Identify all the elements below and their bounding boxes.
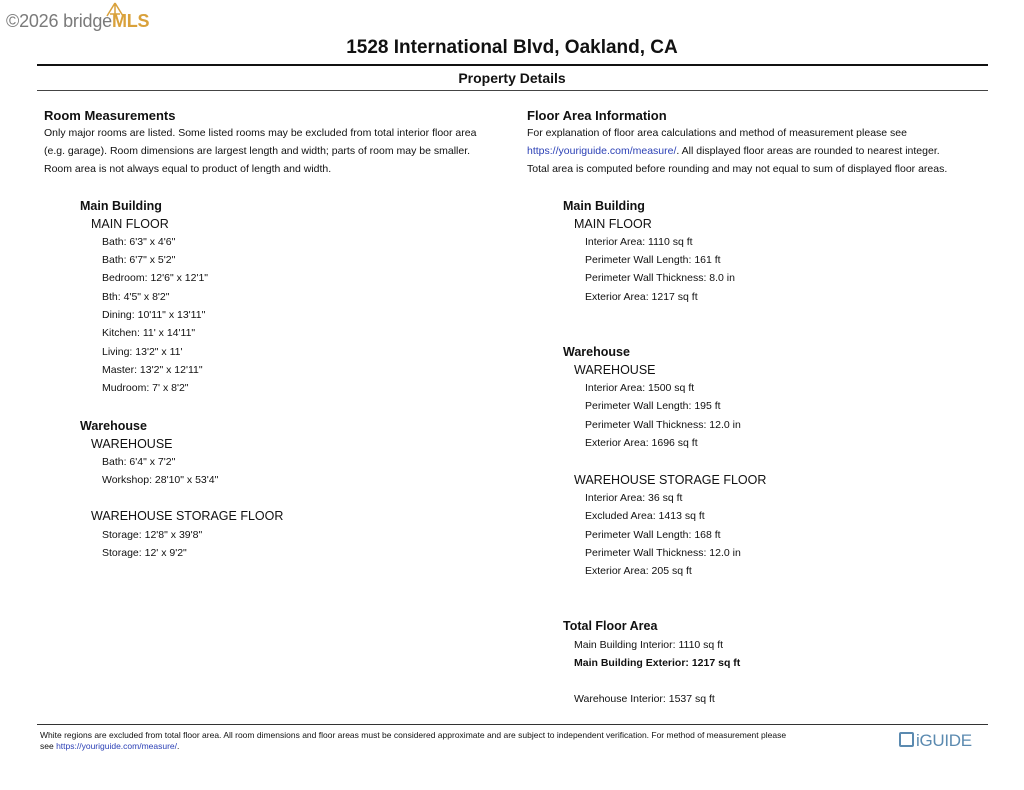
room-measurements-note: [44, 124, 504, 178]
iguide-logo: iGUIDE: [899, 731, 972, 751]
area-item: Perimeter Wall Thickness: 12.0 in: [585, 547, 741, 559]
main-floor-label: MAIN FLOOR: [91, 217, 169, 231]
room-item: Bath: 6'4" x 7'2": [102, 456, 176, 468]
area-warehouse-storage-floor-label: WAREHOUSE STORAGE FLOOR: [574, 473, 767, 487]
room-item: Bth: 4'5" x 8'2": [102, 291, 170, 303]
area-item: Perimeter Wall Length: 168 ft: [585, 529, 721, 541]
main-building-heading: Main Building: [80, 199, 162, 213]
area-item: Exterior Area: 1217 sq ft: [585, 291, 698, 303]
bridgemls-watermark: ©2026 bridgeMLS: [6, 11, 150, 31]
total-item: Warehouse Interior: 1537 sq ft: [574, 693, 715, 705]
footer-line: [40, 741, 860, 752]
measure-link[interactable]: https://youriguide.com/measure/: [527, 145, 677, 157]
warehouse-heading: Warehouse: [80, 419, 147, 433]
room-measurements-heading: Room Measurements: [44, 108, 176, 123]
room-item: Mudroom: 7' x 8'2": [102, 382, 189, 394]
total-item: Main Building Exterior: 1217 sq ft: [574, 657, 741, 669]
room-item: Bath: 6'3" x 4'6": [102, 236, 176, 248]
note-line: Total area is computed before rounding and may not equal to sum of displayed floor areas.: [527, 163, 948, 175]
floor-area-heading: Floor Area Information: [527, 108, 667, 123]
area-item: Perimeter Wall Length: 195 ft: [585, 400, 721, 412]
warehouse-floor-label: WAREHOUSE: [91, 437, 173, 451]
area-item: Interior Area: 36 sq ft: [585, 492, 683, 504]
area-item: Perimeter Wall Thickness: 8.0 in: [585, 272, 735, 284]
subtitle-divider: [37, 90, 988, 91]
area-item: Perimeter Wall Length: 161 ft: [585, 254, 721, 266]
room-item: Storage: 12' x 9'2": [102, 547, 187, 559]
room-item: Workshop: 28'10" x 53'4": [102, 474, 219, 486]
area-main-floor-label: MAIN FLOOR: [574, 217, 652, 231]
footer-measure-link[interactable]: https://youriguide.com/measure/: [56, 741, 178, 751]
room-item: Bedroom: 12'6" x 12'1": [102, 272, 209, 284]
area-item: Excluded Area: 1413 sq ft: [585, 510, 705, 522]
area-warehouse-heading: Warehouse: [563, 345, 630, 359]
footer-disclaimer: [40, 730, 860, 752]
note-line: Room area is not always equal to product of length and width.: [44, 163, 332, 175]
footer-line: White regions are excluded from total floor area. All room dimensions and floor areas must be considered approximate and are subject to independent verification. For method of measurement please: [40, 730, 787, 740]
note-line: For explanation of floor area calculations and method of measurement please see: [527, 127, 907, 139]
footer-text: .: [177, 741, 180, 751]
iguide-box-icon: [899, 732, 914, 747]
room-item: Dining: 10'11" x 13'11": [102, 309, 206, 321]
area-item: Perimeter Wall Thickness: 12.0 in: [585, 419, 741, 431]
footer-divider: [37, 724, 988, 725]
area-main-building-heading: Main Building: [563, 199, 645, 213]
footer-text: see: [40, 741, 57, 751]
warehouse-storage-floor-label: WAREHOUSE STORAGE FLOOR: [91, 509, 284, 523]
area-warehouse-floor-label: WAREHOUSE: [574, 363, 656, 377]
total-floor-area-heading: Total Floor Area: [563, 619, 658, 633]
note-line: [527, 142, 987, 160]
bridge-logo-icon: [106, 2, 124, 20]
room-item: Bath: 6'7" x 5'2": [102, 254, 176, 266]
note-line: Only major rooms are listed. Some listed rooms may be excluded from total interior floor area: [44, 127, 477, 139]
area-item: Interior Area: 1500 sq ft: [585, 382, 695, 394]
total-item: Main Building Interior: 1110 sq ft: [574, 639, 724, 651]
area-item: Exterior Area: 205 sq ft: [585, 565, 692, 577]
room-item: Master: 13'2" x 12'11": [102, 364, 203, 376]
area-item: Interior Area: 1110 sq ft: [585, 236, 693, 248]
note-text: . All displayed floor areas are rounded to nearest integer.: [676, 145, 940, 157]
floor-area-note: [527, 124, 987, 178]
page-title: 1528 International Blvd, Oakland, CA: [346, 37, 678, 58]
page-subtitle: Property Details: [458, 70, 566, 86]
title-divider: [37, 64, 988, 66]
room-item: Kitchen: 11' x 14'11": [102, 327, 196, 339]
room-item: Storage: 12'8" x 39'8": [102, 529, 203, 541]
note-line: (e.g. garage). Room dimensions are largest length and width; parts of room may be smaller.: [44, 145, 471, 157]
area-item: Exterior Area: 1696 sq ft: [585, 437, 698, 449]
room-item: Living: 13'2" x 11': [102, 346, 183, 358]
